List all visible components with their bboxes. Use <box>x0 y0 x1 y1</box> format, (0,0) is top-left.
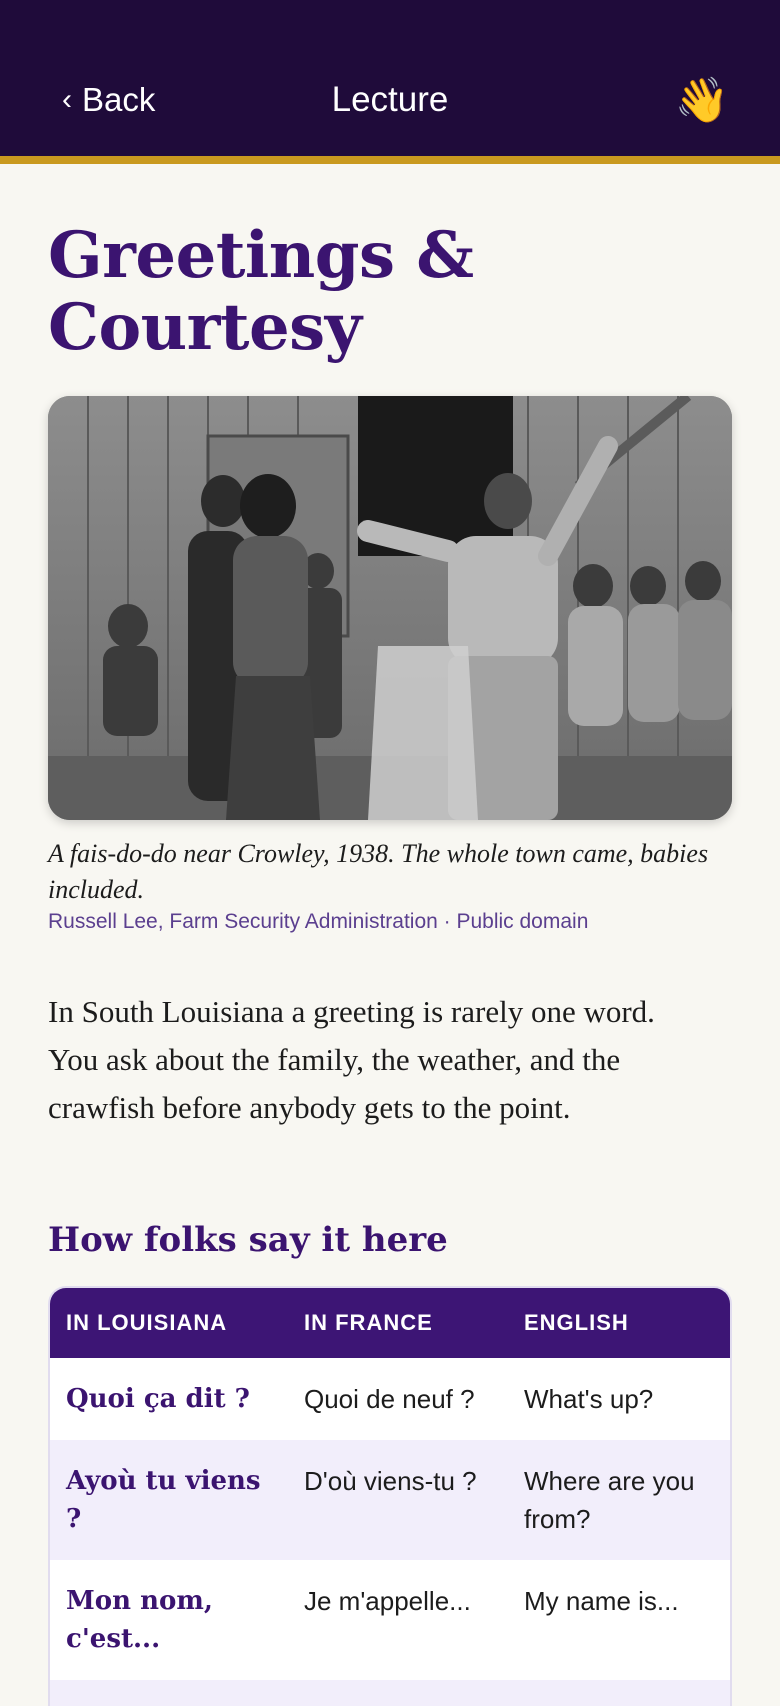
column-header-france: IN FRANCE <box>288 1288 508 1358</box>
waving-hand-icon[interactable]: 👋 <box>674 76 730 125</box>
english-phrase: What's up? <box>508 1358 730 1440</box>
column-header-louisiana: IN LOUISIANA <box>50 1288 288 1358</box>
chevron-left-icon: ‹ <box>62 83 72 116</box>
lesson-title: Greetings & Courtesy <box>48 218 474 365</box>
screen-title: Lecture <box>331 80 449 119</box>
france-phrase <box>288 1680 508 1706</box>
lesson-photo <box>48 396 732 820</box>
table-row <box>50 1358 730 1440</box>
back-label: Back <box>82 81 156 118</box>
france-phrase: Je m'appelle... <box>288 1560 508 1680</box>
table-row <box>50 1440 730 1560</box>
france-phrase: D'où viens-tu ? <box>288 1440 508 1560</box>
louisiana-phrase <box>50 1680 288 1706</box>
france-phrase: Quoi de neuf ? <box>288 1358 508 1440</box>
louisiana-phrase: Quoi ça dit ? <box>50 1358 288 1440</box>
lesson-intro: In South Louisiana a greeting is rarely one word. You ask about the family, the weather, and the crawfish before anybody gets to the point. <box>48 994 655 1125</box>
table-header-row <box>50 1288 730 1358</box>
top-app-bar <box>0 0 780 164</box>
table-row <box>50 1680 730 1706</box>
louisiana-phrase: Mon nom, c'est... <box>50 1560 288 1680</box>
table-row <box>50 1560 730 1680</box>
section-heading: How folks say it here <box>48 1220 448 1260</box>
louisiana-phrase: Ayoù tu viens ? <box>50 1440 288 1560</box>
english-phrase <box>508 1680 730 1706</box>
photo-credit: Russell Lee, Farm Security Administration · Public domain <box>48 910 589 933</box>
phrase-table <box>48 1286 732 1706</box>
column-header-english: ENGLISH <box>508 1288 730 1358</box>
english-phrase: My name is... <box>508 1560 730 1680</box>
english-phrase: Where are you from? <box>508 1440 730 1560</box>
photo-caption: A fais-do-do near Crowley, 1938. The whole town came, babies included. <box>48 839 709 904</box>
